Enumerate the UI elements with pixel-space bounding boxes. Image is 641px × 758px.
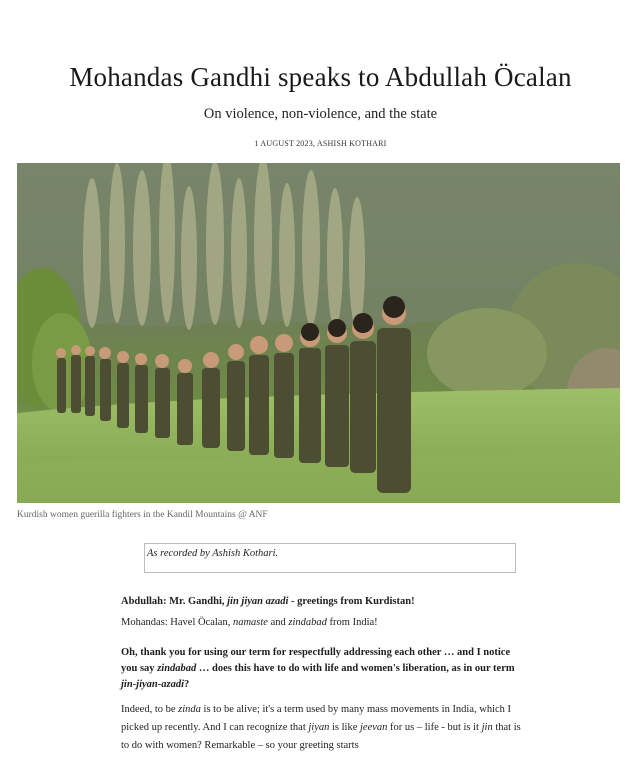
text-run: … does this have to do with life and women's liberation, as in our term: [196, 663, 515, 674]
text-run: ?: [184, 679, 190, 690]
text-run: is to be alive; it's a term used by many mass movements in India, which I picked up recently. And I can recognize that: [121, 704, 512, 733]
text-run: Abdullah: Mr. Gandhi,: [121, 596, 228, 607]
text-run: Mohandas: Havel Öcalan,: [121, 617, 233, 628]
article-byline: 1 AUGUST 2023, ASHISH KOTHARI: [254, 139, 387, 148]
image-caption: Kurdish women guerilla fighters in the Kandil Mountains @ ANF: [17, 510, 268, 520]
text-run: and: [267, 617, 289, 628]
guerilla-photo: [17, 163, 620, 503]
text-run: is like: [329, 722, 360, 733]
dialogue-paragraph: [121, 594, 521, 609]
text-run: for us – life - but is it: [387, 722, 482, 733]
dialogue-body: [121, 594, 521, 755]
foreign-term: zindabad: [288, 617, 327, 628]
foreign-term: zinda: [178, 704, 201, 715]
article-title: Mohandas Gandhi speaks to Abdullah Öcalan: [69, 62, 572, 92]
foreign-term: zindabad: [157, 663, 197, 674]
text-run: that is to do with women? Remarkable – so your greeting starts: [121, 722, 521, 751]
kurdish-phrase: jin-jiyan-azadi: [121, 679, 185, 690]
foreign-term: jeevan: [360, 722, 388, 733]
dialogue-paragraph: [121, 701, 521, 755]
recorded-note: As recorded by Ashish Kothari.: [144, 543, 516, 573]
dialogue-paragraph: [121, 615, 521, 630]
text-run: Indeed, to be: [121, 704, 179, 715]
foreign-term: namaste: [232, 617, 268, 628]
foreign-term: jin: [481, 722, 493, 733]
text-run: - greetings from Kurdistan!: [288, 596, 415, 607]
kurdish-phrase: jin jiyan azadi: [227, 596, 289, 607]
text-run: from India!: [326, 617, 378, 628]
text-run: Oh, thank you for using our term for respectfully addressing each other … and I notice you say: [121, 647, 511, 674]
article-subtitle: On violence, non-violence, and the state: [203, 106, 438, 122]
hero-image: [17, 163, 620, 503]
dialogue-paragraph: [121, 645, 521, 693]
foreign-term: jiyan: [308, 722, 330, 733]
